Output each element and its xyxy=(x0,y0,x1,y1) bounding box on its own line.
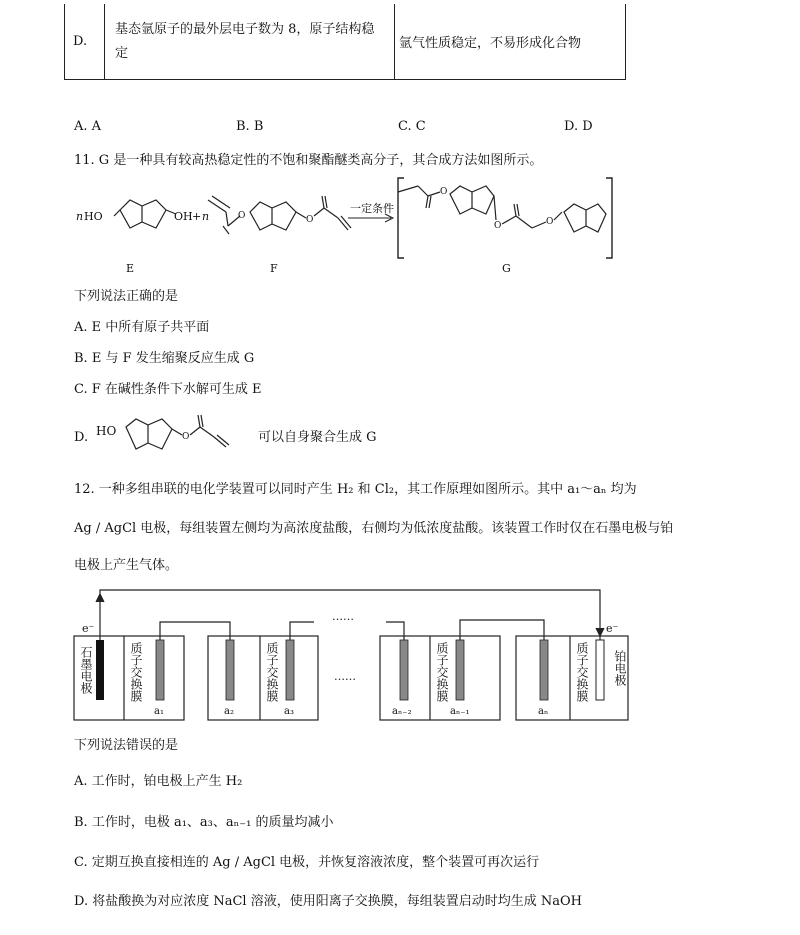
q12-option-b[interactable]: B. 工作时，电极 a₁、a₃、aₙ₋₁ 的质量均减小 xyxy=(74,815,334,830)
q12-option-d[interactable]: D. 将盐酸换为对应浓度 NaCl 溶液，使用阳离子交换膜，每组装置启动时均生成 NaOH xyxy=(74,894,582,909)
electrode-a3 xyxy=(286,640,294,700)
q12-option-c[interactable]: C. 定期互换直接相连的 Ag / AgCl 电极，并恢复溶液浓度，整个装置可再次运行 xyxy=(74,855,540,870)
label-a2: a₂ xyxy=(224,706,234,717)
e-ring-left xyxy=(120,200,142,228)
q10-option-c[interactable]: C. C xyxy=(398,119,426,134)
reaction-condition: 一定条件 xyxy=(350,202,394,215)
membrane-label-2: 质子交换膜 xyxy=(265,642,279,702)
answer-table-row xyxy=(64,4,626,80)
conclusion-text: 氩气性质稳定，不易形成化合物 xyxy=(399,36,582,51)
q11-prompt: 下列说法正确的是 xyxy=(74,289,179,304)
e-ring-right xyxy=(142,200,166,228)
label-f: F xyxy=(270,262,278,275)
svg-text:O: O xyxy=(182,432,190,442)
q12-stem-line1: 12. 一种多组串联的电化学装置可以同时产生 H₂ 和 Cl₂，其工作原理如图所示。其中 a₁～aₙ 均为 xyxy=(74,482,637,497)
svg-text:O: O xyxy=(440,187,448,197)
dots-top: …… xyxy=(332,610,354,623)
statement-cell xyxy=(105,4,395,79)
electrode-an-1 xyxy=(456,640,464,700)
electrode-an-2 xyxy=(400,640,408,700)
membrane-label-1: 质子交换膜 xyxy=(129,642,143,702)
row-label-cell xyxy=(65,4,105,79)
membrane-label-3: 质子交换膜 xyxy=(435,642,449,702)
q11-option-d-text[interactable]: 可以自身聚合生成 G xyxy=(258,430,377,445)
svg-text:O: O xyxy=(494,221,502,231)
coef-f: n xyxy=(202,210,210,223)
platinum-label: 铂电极 xyxy=(613,650,627,686)
platinum-electrode xyxy=(596,640,604,700)
dots-mid: …… xyxy=(334,670,356,683)
coef-e: n xyxy=(76,210,84,223)
svg-text:O: O xyxy=(238,211,246,221)
plus-sign: + xyxy=(192,210,202,223)
q11-reaction-scheme xyxy=(66,172,636,284)
e-ho: HO xyxy=(84,210,103,223)
label-a1: a₁ xyxy=(154,706,164,717)
label-a3: a₃ xyxy=(284,706,294,717)
q11-option-d-label[interactable]: D. xyxy=(74,430,89,445)
q12-stem-line2: Ag / AgCl 电极，每组装置左侧均为高浓度盐酸，右侧均为低浓度盐酸。该装置工作时仅在石墨电极与铂 xyxy=(74,521,674,536)
graphite-electrode xyxy=(96,640,104,700)
q11-option-a[interactable]: A. E 中所有原子共平面 xyxy=(74,320,210,335)
option-d-ho: HO xyxy=(96,424,117,438)
svg-text:O: O xyxy=(546,217,554,227)
electrode-a1 xyxy=(156,640,164,700)
q11-option-b[interactable]: B. E 与 F 发生缩聚反应生成 G xyxy=(74,351,255,366)
statement-text: 基态氩原子的最外层电子数为 8，原子结构稳定 xyxy=(115,22,375,61)
q12-prompt: 下列说法错误的是 xyxy=(74,738,179,753)
q10-option-d[interactable]: D. D xyxy=(564,119,593,134)
electron-right: e⁻ xyxy=(606,622,619,635)
label-an-1: aₙ₋₁ xyxy=(450,706,470,717)
q10-option-a[interactable]: A. A xyxy=(74,119,102,134)
label-g: G xyxy=(502,262,511,275)
graphite-label: 石墨电极 xyxy=(79,646,93,694)
q10-option-b[interactable]: B. B xyxy=(236,119,264,134)
q12-stem-line3: 电极上产生气体。 xyxy=(74,558,179,573)
q11-option-c[interactable]: C. F 在碱性条件下水解可生成 E xyxy=(74,382,262,397)
row-label: D. xyxy=(73,34,88,49)
label-e: E xyxy=(126,262,135,275)
label-an-2: aₙ₋₂ xyxy=(392,706,412,717)
electrode-a2 xyxy=(226,640,234,700)
q11-stem: 11. G 是一种具有较高热稳定性的不饱和聚酯醚类高分子，其合成方法如图所示。 xyxy=(74,153,543,168)
electron-left: e⁻ xyxy=(82,622,95,635)
electrode-an xyxy=(540,640,548,700)
q12-option-a[interactable]: A. 工作时，铂电极上产生 H₂ xyxy=(74,774,243,789)
q12-apparatus xyxy=(70,584,640,724)
label-an: aₙ xyxy=(538,706,549,717)
membrane-label-4: 质子交换膜 xyxy=(575,642,589,702)
svg-text:O: O xyxy=(306,215,314,225)
e-oh: OH xyxy=(174,210,193,223)
